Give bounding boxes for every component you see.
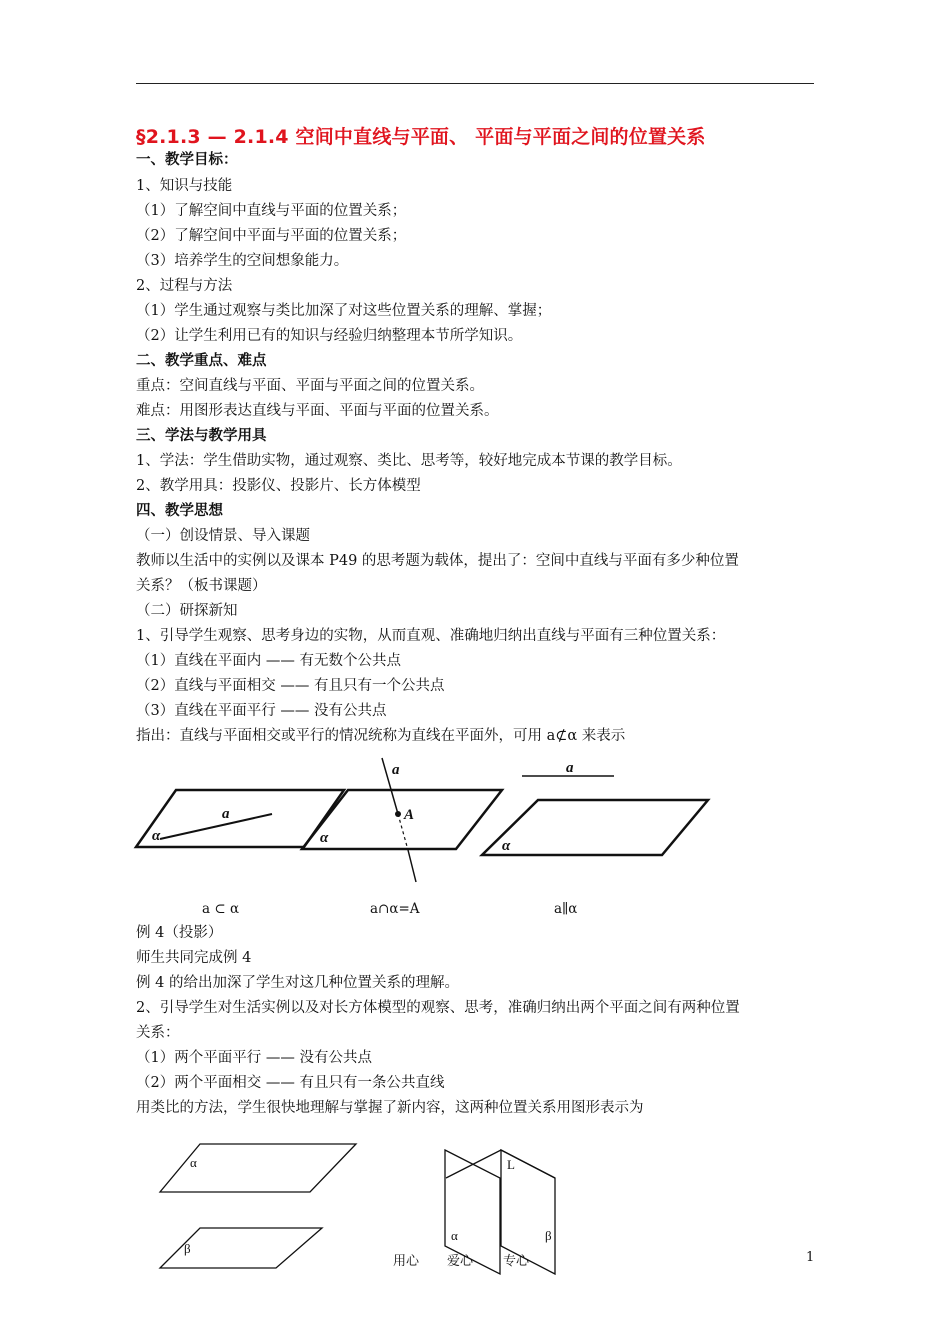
plane-alpha-2 <box>302 790 502 849</box>
heading-key-points: 二、教学重点、难点 <box>136 353 267 369</box>
text-line: 教师以生活中的实例以及课本 P49 的思考题为载体，提出了：空间中直线与平面有多少种位置 <box>136 553 739 569</box>
text-line: （2）了解空间中平面与平面的位置关系； <box>136 228 407 244</box>
label-alpha-intersect: α <box>451 1228 458 1243</box>
label-beta-parallel: β <box>184 1241 191 1256</box>
point-A <box>395 811 401 817</box>
text-line: （1）两个平面平行 —— 没有公共点 <box>136 1050 372 1066</box>
label-a-1: a <box>222 806 230 822</box>
page-title: §2.1.3 — 2.1.4 空间中直线与平面、 平面与平面之间的位置关系 <box>136 126 706 148</box>
label-a-3: a <box>566 760 574 776</box>
text-line: 关系： <box>136 1025 180 1041</box>
line-plane-figure <box>130 752 830 892</box>
text-line: 例 4 的给出加深了学生对这几种位置关系的理解。 <box>136 975 459 991</box>
caption-a-intersect: a∩α=A <box>370 901 420 917</box>
text-line: 重点：空间直线与平面、平面与平面之间的位置关系。 <box>136 378 484 394</box>
plane-alpha-1 <box>136 790 344 847</box>
text-line: （一）创设情景、导入课题 <box>136 528 310 544</box>
text-line: （3）直线在平面平行 —— 没有公共点 <box>136 703 387 719</box>
caption-a-in-plane: a ⊂ α <box>202 901 240 917</box>
text-line: （2）两个平面相交 —— 有且只有一条公共直线 <box>136 1075 445 1091</box>
footer-motto-2: 爱心 <box>447 1254 474 1269</box>
label-L: L <box>507 1157 515 1172</box>
text-line: （2）直线与平面相交 —— 有且只有一个公共点 <box>136 678 445 694</box>
footer-motto-1: 用心 <box>393 1254 420 1269</box>
text-line: 2、过程与方法 <box>136 278 233 294</box>
text-line: 例 4（投影） <box>136 925 223 941</box>
text-line: 1、引导学生观察、思考身边的实物，从而直观、准确地归纳出直线与平面有三种位置关系： <box>136 628 726 644</box>
line-a-in-plane <box>160 814 272 839</box>
label-a-2: a <box>392 762 400 778</box>
text-line: （2）让学生利用已有的知识与经验归纳整理本节所学知识。 <box>136 328 523 344</box>
text-line: 1、学法：学生借助实物，通过观察、类比、思考等，较好地完成本节课的教学目标。 <box>136 453 682 469</box>
page-number: 1 <box>806 1250 815 1265</box>
text-line: （1）学生通过观察与类比加深了对这些位置关系的理解、掌握； <box>136 303 552 319</box>
text-line: 1、知识与技能 <box>136 178 233 194</box>
label-A: A <box>404 807 415 823</box>
text-line: 指出：直线与平面相交或平行的情况统称为直线在平面外，可用 a⊄α 来表示 <box>136 728 626 744</box>
heading-teaching-ideas: 四、教学思想 <box>136 503 223 519</box>
text-line: 用类比的方法，学生很快地理解与掌握了新内容，这两种位置关系用图形表示为 <box>136 1100 644 1116</box>
text-line: 2、引导学生对生活实例以及对长方体模型的观察、思考，准确归纳出两个平面之间有两种位置 <box>136 1000 740 1016</box>
caption-a-parallel: a∥α <box>554 901 578 917</box>
text-line: （1）了解空间中直线与平面的位置关系； <box>136 203 407 219</box>
heading-objectives: 一、教学目标： <box>136 152 238 168</box>
text-line: 关系？（板书课题） <box>136 578 267 594</box>
text-line: 师生共同完成例 4 <box>136 950 252 966</box>
text-line: （1）直线在平面内 —— 有无数个公共点 <box>136 653 401 669</box>
footer-motto-3: 专心 <box>503 1254 530 1269</box>
label-alpha-3: α <box>502 838 511 854</box>
heading-methods: 三、学法与教学用具 <box>136 428 267 444</box>
text-line: 2、教学用具：投影仪、投影片、长方体模型 <box>136 478 421 494</box>
text-line: 难点：用图形表达直线与平面、平面与平面的位置关系。 <box>136 403 499 419</box>
line-a-lower <box>408 850 416 882</box>
label-alpha-parallel: α <box>190 1155 197 1170</box>
label-beta-intersect: β <box>545 1228 552 1243</box>
text-line: （二）研探新知 <box>136 603 238 619</box>
label-alpha-1: α <box>152 828 161 844</box>
header-rule <box>136 83 814 84</box>
plane-alpha-3 <box>482 800 708 855</box>
text-line: （3）培养学生的空间想象能力。 <box>136 253 349 269</box>
label-alpha-2: α <box>320 830 329 846</box>
